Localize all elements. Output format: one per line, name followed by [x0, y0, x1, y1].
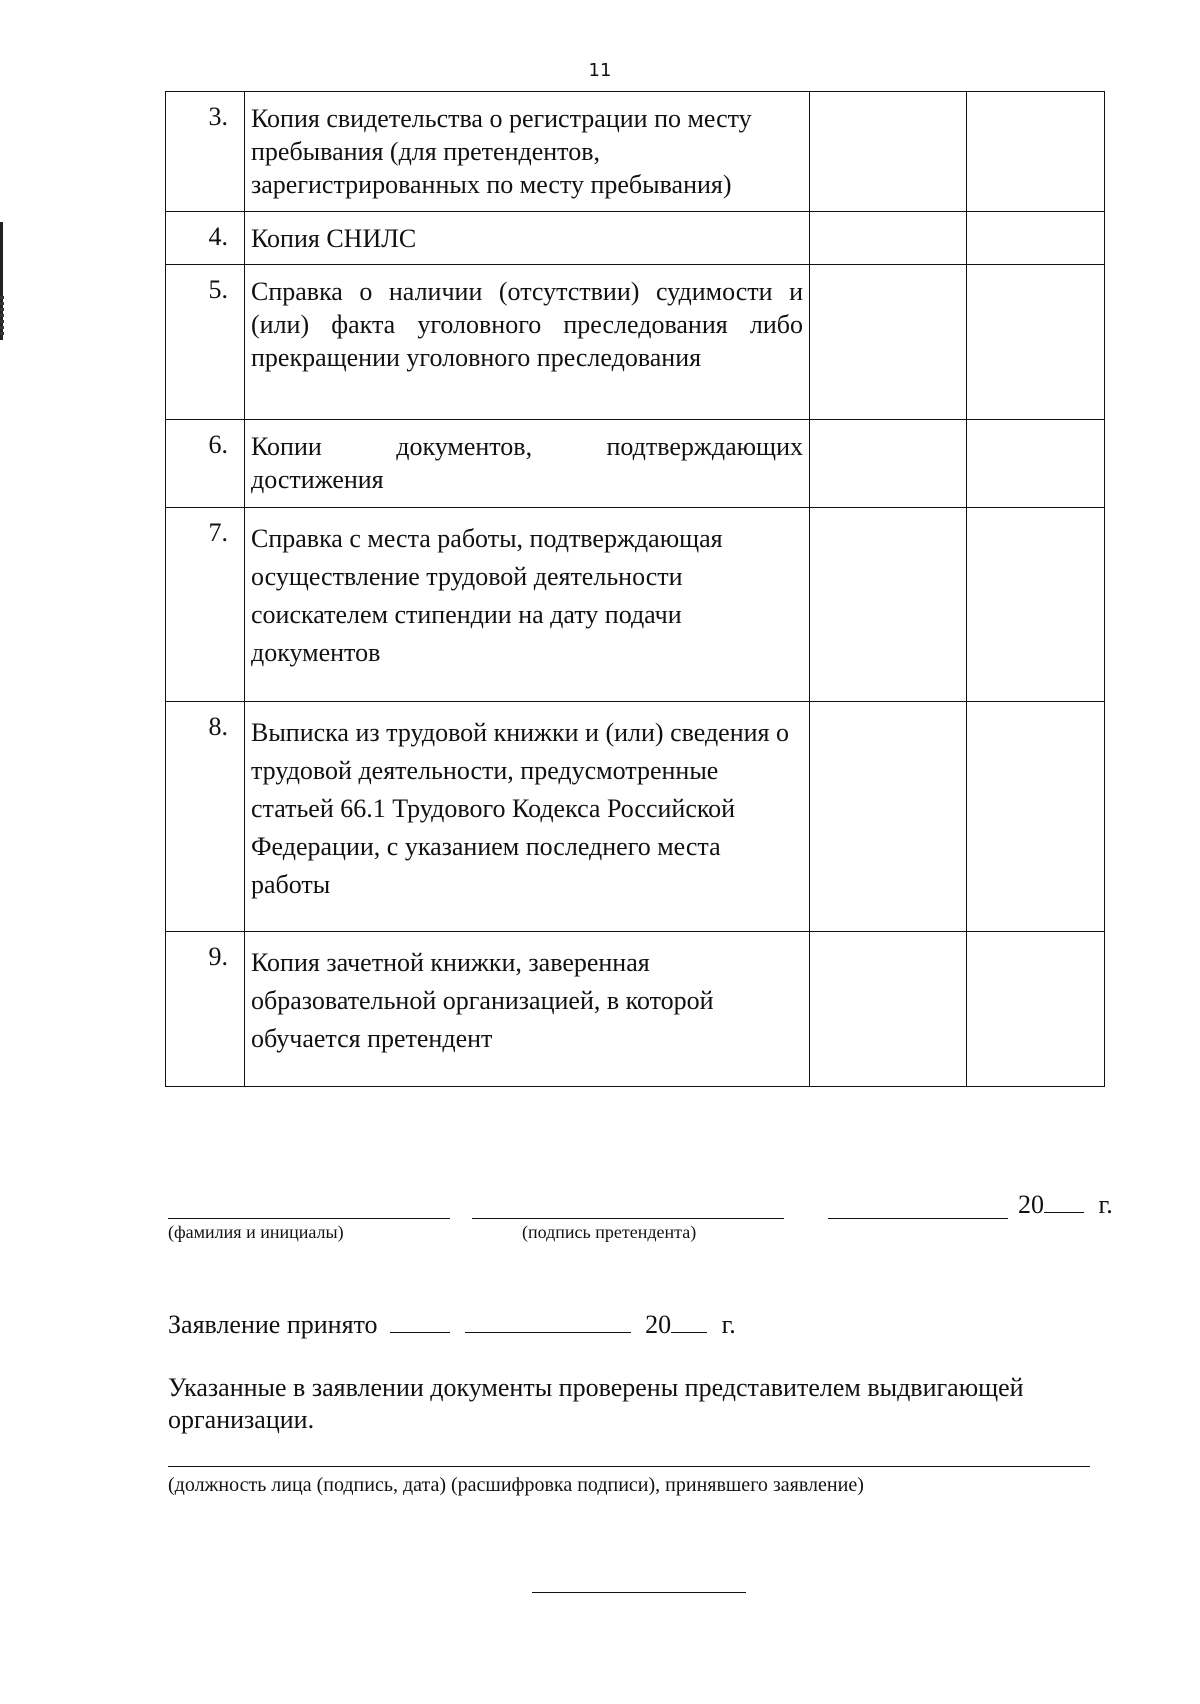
- table-row: [166, 212, 1105, 265]
- table-row: [166, 265, 1105, 420]
- row-blank-cell: [810, 508, 967, 702]
- row-blank-cell: [967, 420, 1105, 508]
- page-number: 11: [588, 60, 612, 81]
- table-row: [166, 932, 1105, 1087]
- row-blank-cell: [810, 212, 967, 265]
- row-document-name: Копии документов, подтверждающих достижения: [245, 420, 810, 508]
- row-document-name: Копия СНИЛС: [245, 212, 810, 265]
- accepted-label: Заявление принято: [168, 1310, 378, 1339]
- accepted-year-suffix: г.: [721, 1310, 736, 1339]
- row-number: 9.: [166, 932, 245, 1087]
- row-blank-cell: [810, 265, 967, 420]
- row-number: 6.: [166, 420, 245, 508]
- name-caption: (фамилия и инициалы): [168, 1222, 344, 1242]
- row-document-name: Копия зачетной книжки, заверенная образовательной организацией, в которой обучается претендент: [245, 932, 810, 1087]
- row-blank-cell: [967, 92, 1105, 212]
- date-signature-line[interactable]: [828, 1218, 1008, 1219]
- row-blank-cell: [967, 702, 1105, 932]
- year-prefix: 20: [1018, 1190, 1044, 1219]
- table-row: [166, 420, 1105, 508]
- table-row: [166, 508, 1105, 702]
- row-blank-cell: [810, 420, 967, 508]
- official-signature-line[interactable]: [168, 1466, 1090, 1467]
- row-document-name: Выписка из трудовой книжки и (или) сведения о трудовой деятельности, предусмотренные статьей 66.1 Трудового Кодекса Российской Федерации, с указанием последнего места работы: [245, 702, 810, 932]
- row-document-name: Справка с места работы, подтверждающая осуществление трудовой деятельности соискателем стипендии на дату подачи документов: [245, 508, 810, 702]
- row-blank-cell: [967, 508, 1105, 702]
- row-number: 7.: [166, 508, 245, 702]
- table-row: [166, 92, 1105, 212]
- row-document-name: Справка о наличии (отсутствии) судимости и (или) факта уголовного преследования либо прекращении уголовного преследования: [245, 265, 810, 420]
- year-suffix: г.: [1098, 1190, 1113, 1219]
- accepted-day-blank[interactable]: [390, 1310, 450, 1333]
- accepted-line: [168, 1310, 736, 1340]
- row-number: 8.: [166, 702, 245, 932]
- signature-caption: (подпись претендента): [522, 1222, 697, 1242]
- row-document-name: Копия свидетельства о регистрации по месту пребывания (для претендентов, зарегистрированных по месту пребывания): [245, 92, 810, 212]
- applicant-signature-line[interactable]: [472, 1218, 784, 1219]
- row-blank-cell: [967, 212, 1105, 265]
- row-blank-cell: [810, 932, 967, 1087]
- date-year-field: [1018, 1190, 1113, 1220]
- row-blank-cell: [967, 265, 1105, 420]
- bottom-rule: [532, 1592, 746, 1593]
- row-number: 4.: [166, 212, 245, 265]
- row-blank-cell: [810, 702, 967, 932]
- accepted-month-blank[interactable]: [465, 1310, 631, 1333]
- accepted-year-prefix: 20: [645, 1310, 672, 1339]
- row-number: 5.: [166, 265, 245, 420]
- official-caption: (должность лица (подпись, дата) (расшифровка подписи), принявшего заявление): [168, 1474, 864, 1496]
- table-row: [166, 702, 1105, 932]
- row-blank-cell: [810, 92, 967, 212]
- scan-artifact: [0, 296, 4, 336]
- documents-table: [165, 91, 1105, 1087]
- checked-statement: Указанные в заявлении документы проверены представителем выдвигающей организации.: [168, 1373, 1024, 1434]
- row-number: 3.: [166, 92, 245, 212]
- name-signature-line[interactable]: [168, 1218, 450, 1219]
- year-blank[interactable]: [1044, 1190, 1084, 1213]
- accepted-year-blank[interactable]: [671, 1310, 707, 1333]
- row-blank-cell: [967, 932, 1105, 1087]
